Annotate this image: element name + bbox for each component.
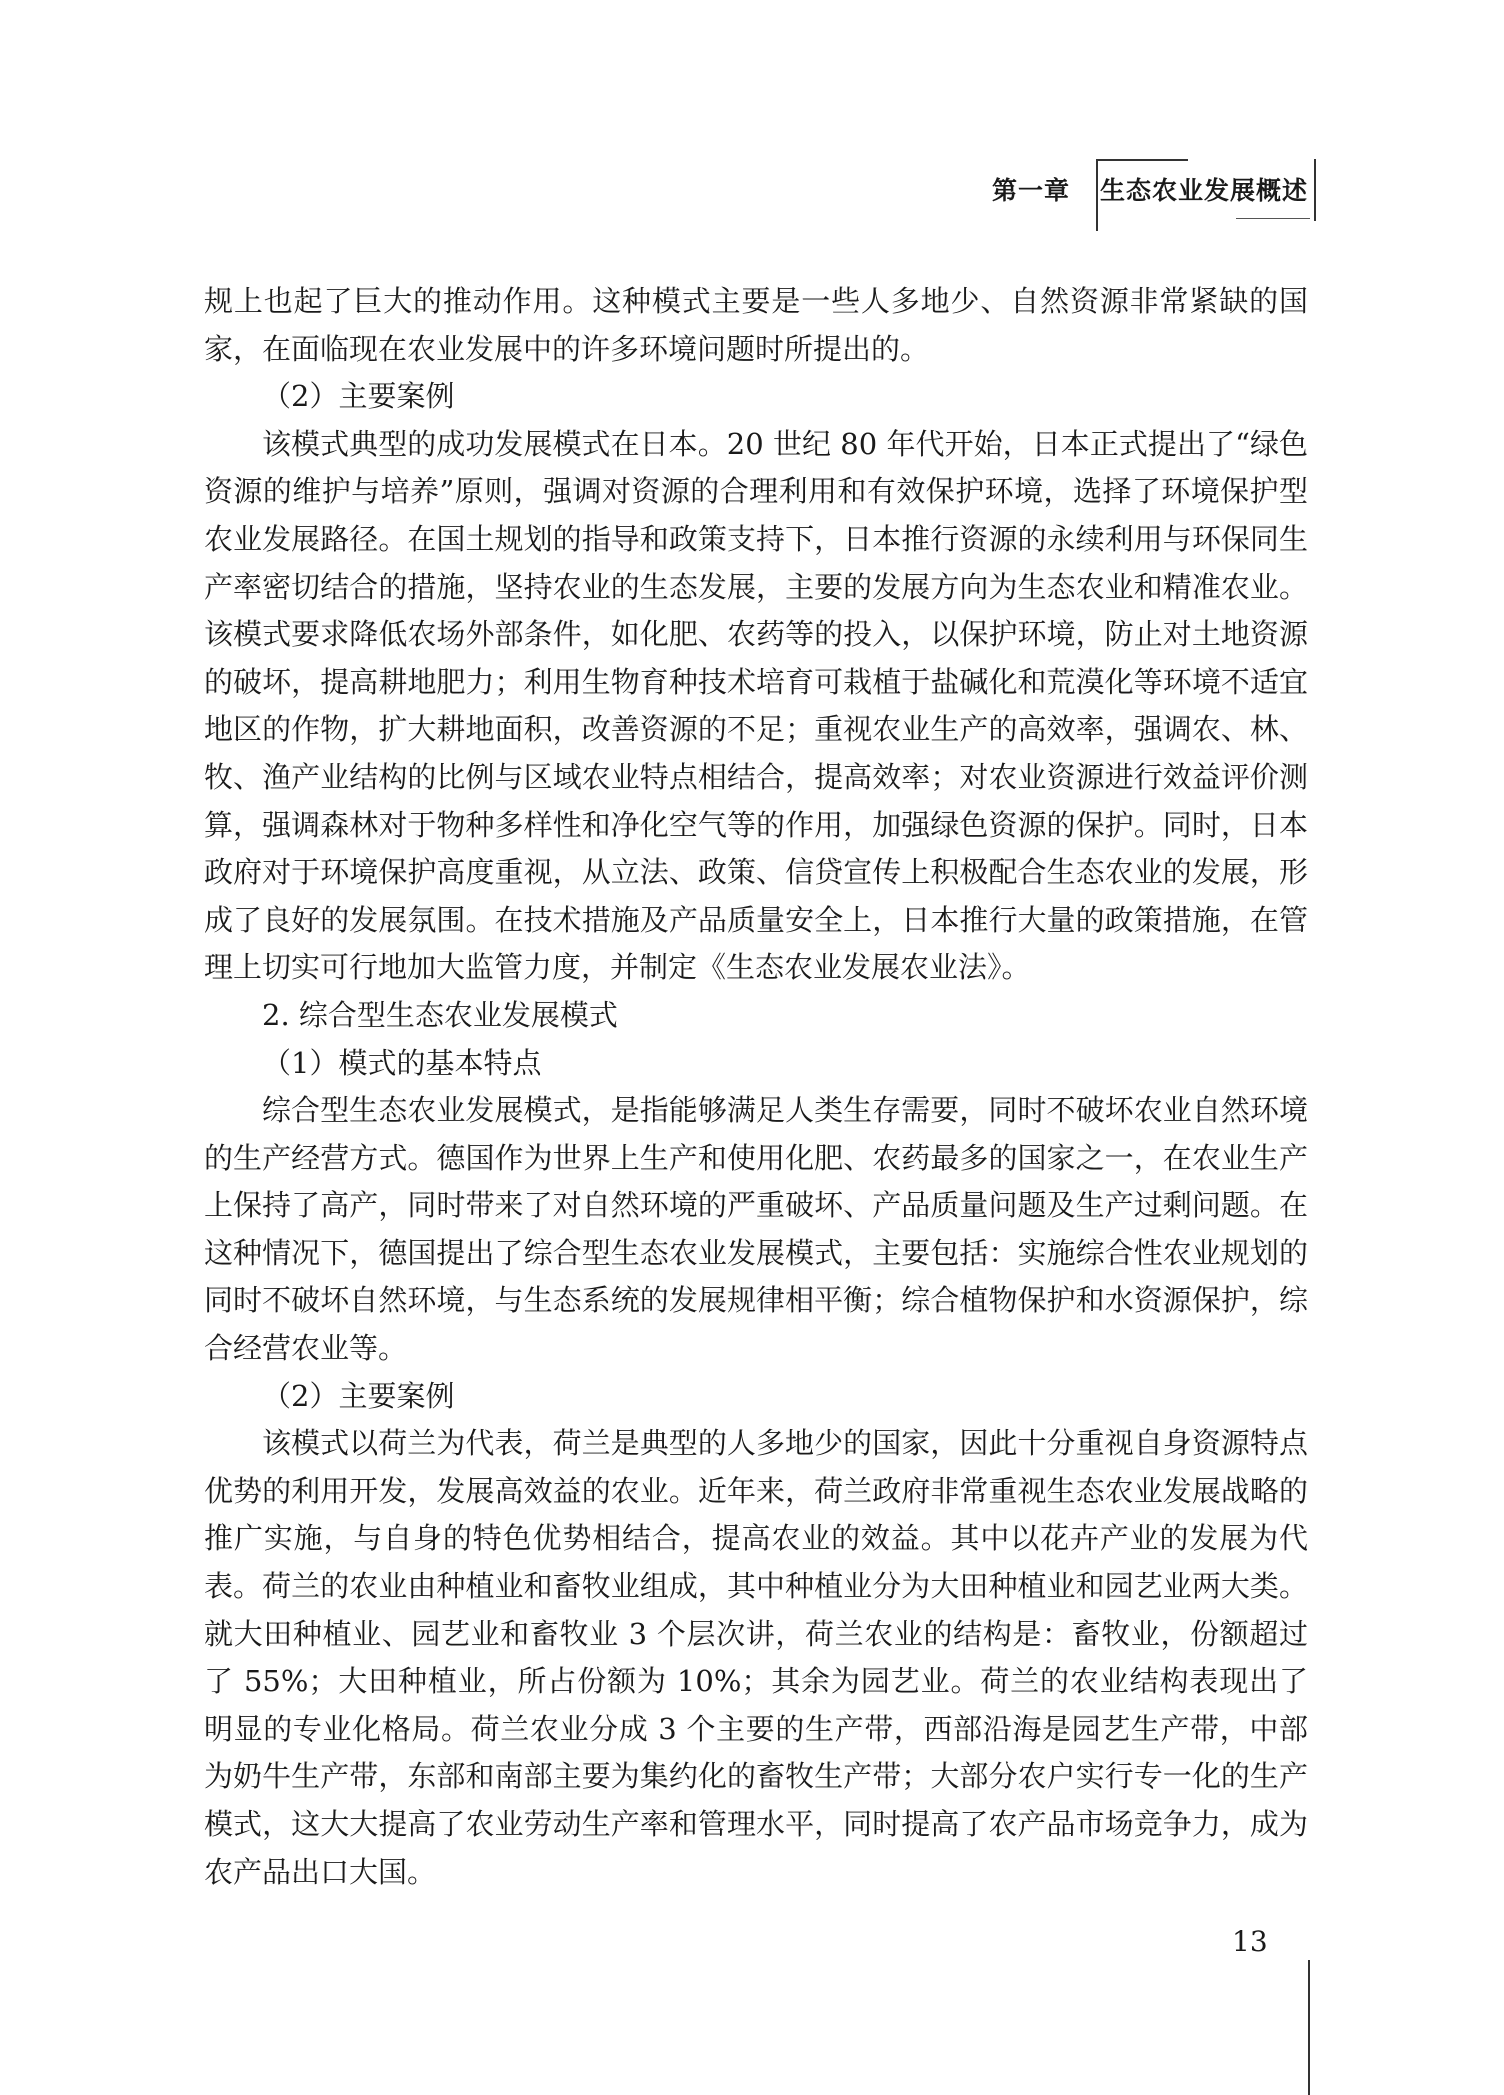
paragraph-4: 2. 综合型生态农业发展模式 [262, 997, 618, 1032]
header-rule [1236, 218, 1310, 219]
chapter-label: 第一章 [991, 176, 1070, 205]
running-header [992, 160, 1308, 218]
paragraph-3: 该模式典型的成功发展模式在日本。20 世纪 80 年代开始，日本正式提出了“绿色资源的维护与培养”原则，强调对资源的合理利用和有效保护环境，选择了环境保护型农业发展路径。在国土规划的指导和政策支持下，日本推行资源的永续利用与环保同生产率密切结合的措施，坚持农业的生态发展，主要的发展方向为生态农业和精准农业。该模式要求降低农场外部条件，如化肥、农药等的投入，以保护环境，防止对土地资源的破坏，提高耕地肥力；利用生物育种技术培育可栽植于盐碱化和荒漠化等环境不适宜地区的作物，扩大耕地面积，改善资源的不足；重视农业生产的高效率，强调农、林、牧、渔产业结构的比例与区域农业特点相结合，提高效率；对农业资源进行效益评价测算，强调森林对于物种多样性和净化空气等的作用，加强绿色资源的保护。同时，日本政府对于环境保护高度重视，从立法、政策、信贷宣传上积极配合生态农业的发展，形成了良好的发展氛围。在技术措施及产品质量安全上，日本推行大量的政策措施，在管理上切实可行地加大监管力度，并制定《生态农业发展农业法》。 [204, 426, 1308, 985]
page-number: 13 [1232, 1925, 1268, 1958]
chapter-title: 生态农业发展概述 [1096, 171, 1308, 207]
paragraph-5: （1）模式的基本特点 [262, 1045, 542, 1080]
body-text [204, 278, 1308, 1896]
page-rule [1308, 1960, 1310, 2095]
paragraph-8: 该模式以荷兰为代表，荷兰是典型的人多地少的国家，因此十分重视自身资源特点优势的利用开发，发展高效益的农业。近年来，荷兰政府非常重视生态农业发展战略的推广实施，与自身的特色优势相结合，提高农业的效益。其中以花卉产业的发展为代表。荷兰的农业由种植业和畜牧业组成，其中种植业分为大田种植业和园艺业两大类。就大田种植业、园艺业和畜牧业 3 个层次讲，荷兰农业的结构是：畜牧业，份额超过了 55%；大田种植业，所占份额为 10%；其余为园艺业。荷兰的农业结构表现出了明显的专业化格局。荷兰农业分成 3 个主要的生产带，西部沿海是园艺生产带，中部为奶牛生产带，东部和南部主要为集约化的畜牧生产带；大部分农户实行专一化的生产模式，这大大提高了农业劳动生产率和管理水平，同时提高了农产品市场竞争力，成为农产品出口大国。 [204, 1426, 1308, 1889]
paragraph-7: （2）主要案例 [262, 1378, 455, 1413]
paragraph-6: 综合型生态农业发展模式，是指能够满足人类生存需要，同时不破坏农业自然环境的生产经营方式。德国作为世界上生产和使用化肥、农药最多的国家之一，在农业生产上保持了高产，同时带来了对自然环境的严重破坏、产品质量问题及生产过剩问题。在这种情况下，德国提出了综合型生态农业发展模式，主要包括：实施综合性农业规划的同时不破坏自然环境，与生态系统的发展规律相平衡；综合植物保护和水资源保护，综合经营农业等。 [204, 1093, 1308, 1366]
paragraph-2: （2）主要案例 [262, 379, 455, 414]
paragraph-1: 规上也起了巨大的推动作用。这种模式主要是一些人多地少、自然资源非常紧缺的国家，在面临现在农业发展中的许多环境问题时所提出的。 [204, 284, 1308, 366]
